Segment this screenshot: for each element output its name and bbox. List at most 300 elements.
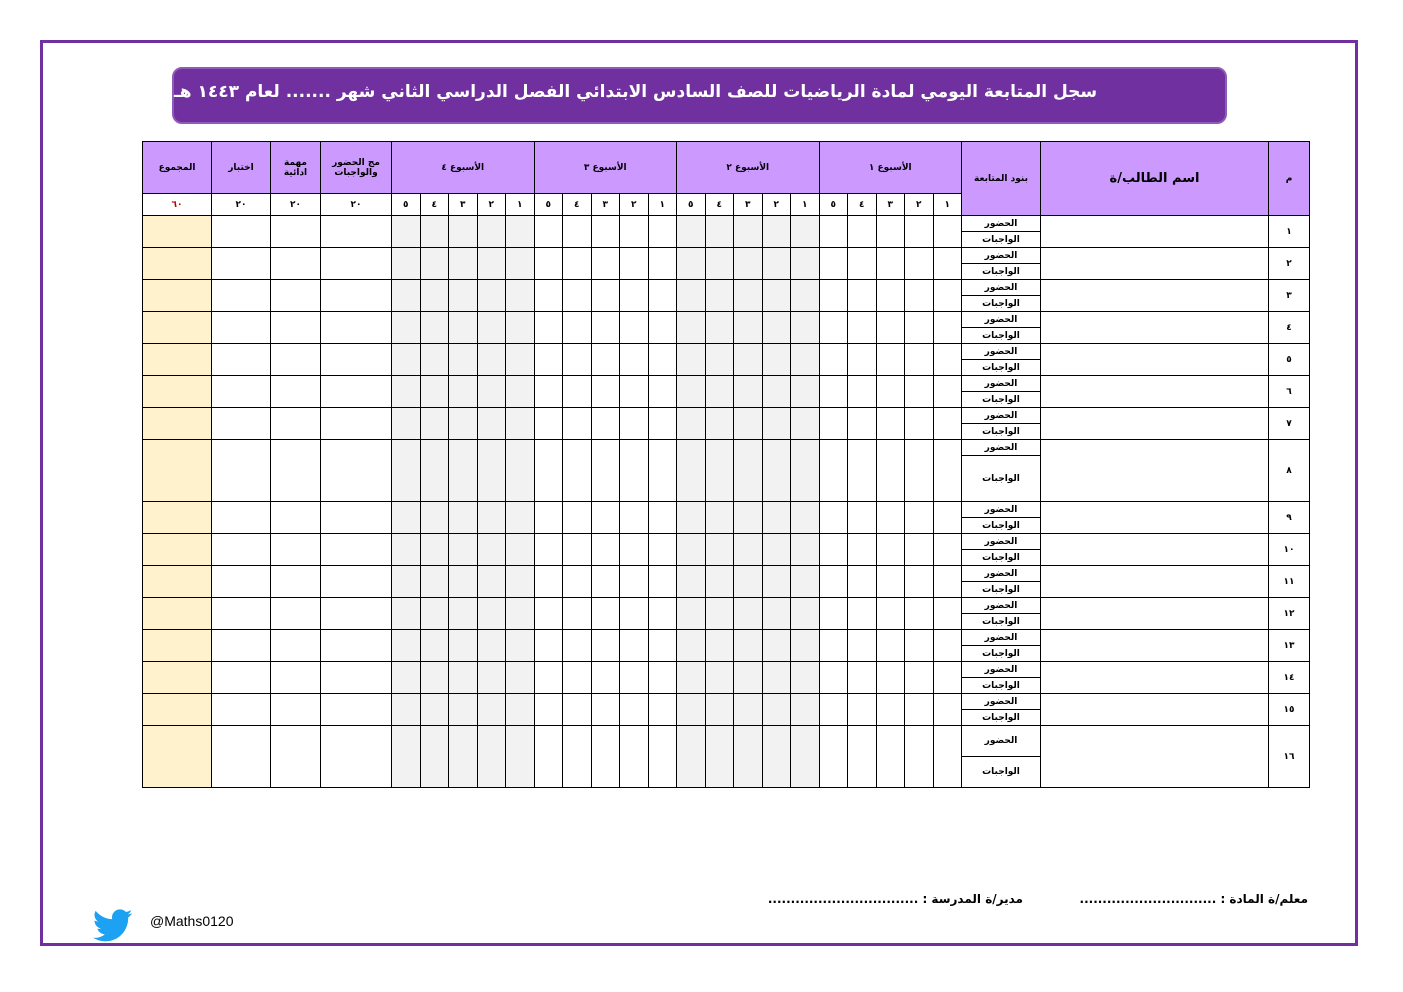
day-cell[interactable] <box>819 376 848 408</box>
day-cell[interactable] <box>477 248 506 280</box>
day-cell[interactable] <box>620 662 649 694</box>
student-name-cell[interactable] <box>1041 534 1269 566</box>
day-cell[interactable] <box>449 280 478 312</box>
day-cell[interactable] <box>848 726 877 788</box>
day-cell[interactable] <box>705 376 734 408</box>
day-cell[interactable] <box>905 248 934 280</box>
day-cell[interactable] <box>876 376 905 408</box>
attendance-total-cell[interactable] <box>321 344 392 376</box>
attendance-total-cell[interactable] <box>321 376 392 408</box>
exam-cell[interactable] <box>212 598 271 630</box>
task-cell[interactable] <box>271 630 321 662</box>
day-cell[interactable] <box>591 726 620 788</box>
day-cell[interactable] <box>819 566 848 598</box>
day-cell[interactable] <box>648 534 677 566</box>
day-cell[interactable] <box>705 662 734 694</box>
attendance-total-cell[interactable] <box>321 694 392 726</box>
day-cell[interactable] <box>791 662 820 694</box>
day-cell[interactable] <box>677 280 706 312</box>
day-cell[interactable] <box>420 216 449 248</box>
day-cell[interactable] <box>819 534 848 566</box>
day-cell[interactable] <box>876 566 905 598</box>
day-cell[interactable] <box>591 248 620 280</box>
day-cell[interactable] <box>477 566 506 598</box>
day-cell[interactable] <box>933 408 962 440</box>
day-cell[interactable] <box>762 598 791 630</box>
day-cell[interactable] <box>534 662 563 694</box>
task-cell[interactable] <box>271 566 321 598</box>
day-cell[interactable] <box>677 598 706 630</box>
day-cell[interactable] <box>791 630 820 662</box>
exam-cell[interactable] <box>212 726 271 788</box>
day-cell[interactable] <box>734 726 763 788</box>
day-cell[interactable] <box>819 280 848 312</box>
day-cell[interactable] <box>648 376 677 408</box>
day-cell[interactable] <box>848 408 877 440</box>
day-cell[interactable] <box>734 662 763 694</box>
day-cell[interactable] <box>905 502 934 534</box>
day-cell[interactable] <box>392 376 421 408</box>
day-cell[interactable] <box>819 408 848 440</box>
day-cell[interactable] <box>677 534 706 566</box>
task-cell[interactable] <box>271 312 321 344</box>
day-cell[interactable] <box>819 598 848 630</box>
day-cell[interactable] <box>506 566 535 598</box>
task-cell[interactable] <box>271 726 321 788</box>
day-cell[interactable] <box>420 440 449 502</box>
day-cell[interactable] <box>506 534 535 566</box>
task-cell[interactable] <box>271 344 321 376</box>
day-cell[interactable] <box>563 598 592 630</box>
day-cell[interactable] <box>534 502 563 534</box>
day-cell[interactable] <box>791 598 820 630</box>
day-cell[interactable] <box>420 344 449 376</box>
day-cell[interactable] <box>648 440 677 502</box>
day-cell[interactable] <box>848 662 877 694</box>
day-cell[interactable] <box>734 408 763 440</box>
day-cell[interactable] <box>848 280 877 312</box>
day-cell[interactable] <box>420 312 449 344</box>
day-cell[interactable] <box>477 534 506 566</box>
day-cell[interactable] <box>933 630 962 662</box>
day-cell[interactable] <box>819 248 848 280</box>
day-cell[interactable] <box>762 630 791 662</box>
day-cell[interactable] <box>534 280 563 312</box>
day-cell[interactable] <box>648 216 677 248</box>
total-cell[interactable] <box>143 598 212 630</box>
day-cell[interactable] <box>876 694 905 726</box>
day-cell[interactable] <box>620 502 649 534</box>
day-cell[interactable] <box>762 376 791 408</box>
exam-cell[interactable] <box>212 344 271 376</box>
task-cell[interactable] <box>271 376 321 408</box>
attendance-total-cell[interactable] <box>321 312 392 344</box>
student-name-cell[interactable] <box>1041 694 1269 726</box>
day-cell[interactable] <box>677 312 706 344</box>
day-cell[interactable] <box>876 502 905 534</box>
day-cell[interactable] <box>449 440 478 502</box>
total-cell[interactable] <box>143 376 212 408</box>
day-cell[interactable] <box>534 312 563 344</box>
day-cell[interactable] <box>420 694 449 726</box>
day-cell[interactable] <box>620 248 649 280</box>
day-cell[interactable] <box>506 440 535 502</box>
day-cell[interactable] <box>506 694 535 726</box>
day-cell[interactable] <box>392 566 421 598</box>
day-cell[interactable] <box>620 598 649 630</box>
day-cell[interactable] <box>563 694 592 726</box>
day-cell[interactable] <box>876 598 905 630</box>
day-cell[interactable] <box>591 566 620 598</box>
day-cell[interactable] <box>933 534 962 566</box>
day-cell[interactable] <box>420 502 449 534</box>
day-cell[interactable] <box>534 408 563 440</box>
day-cell[interactable] <box>905 312 934 344</box>
day-cell[interactable] <box>449 312 478 344</box>
attendance-total-cell[interactable] <box>321 502 392 534</box>
day-cell[interactable] <box>477 726 506 788</box>
day-cell[interactable] <box>591 694 620 726</box>
student-name-cell[interactable] <box>1041 440 1269 502</box>
day-cell[interactable] <box>506 408 535 440</box>
day-cell[interactable] <box>477 440 506 502</box>
day-cell[interactable] <box>905 566 934 598</box>
day-cell[interactable] <box>848 344 877 376</box>
day-cell[interactable] <box>905 726 934 788</box>
day-cell[interactable] <box>791 502 820 534</box>
day-cell[interactable] <box>477 408 506 440</box>
day-cell[interactable] <box>905 344 934 376</box>
day-cell[interactable] <box>677 344 706 376</box>
day-cell[interactable] <box>563 630 592 662</box>
day-cell[interactable] <box>905 630 934 662</box>
day-cell[interactable] <box>791 566 820 598</box>
day-cell[interactable] <box>477 598 506 630</box>
day-cell[interactable] <box>791 376 820 408</box>
day-cell[interactable] <box>848 534 877 566</box>
day-cell[interactable] <box>762 502 791 534</box>
day-cell[interactable] <box>534 726 563 788</box>
day-cell[interactable] <box>734 534 763 566</box>
day-cell[interactable] <box>392 440 421 502</box>
day-cell[interactable] <box>762 694 791 726</box>
day-cell[interactable] <box>762 440 791 502</box>
day-cell[interactable] <box>705 502 734 534</box>
day-cell[interactable] <box>563 408 592 440</box>
day-cell[interactable] <box>620 408 649 440</box>
day-cell[interactable] <box>392 662 421 694</box>
day-cell[interactable] <box>819 694 848 726</box>
day-cell[interactable] <box>933 598 962 630</box>
attendance-total-cell[interactable] <box>321 598 392 630</box>
total-cell[interactable] <box>143 566 212 598</box>
day-cell[interactable] <box>648 344 677 376</box>
student-name-cell[interactable] <box>1041 344 1269 376</box>
day-cell[interactable] <box>506 726 535 788</box>
day-cell[interactable] <box>506 502 535 534</box>
day-cell[interactable] <box>905 216 934 248</box>
day-cell[interactable] <box>734 502 763 534</box>
day-cell[interactable] <box>449 726 478 788</box>
day-cell[interactable] <box>933 502 962 534</box>
student-name-cell[interactable] <box>1041 598 1269 630</box>
day-cell[interactable] <box>819 216 848 248</box>
task-cell[interactable] <box>271 280 321 312</box>
day-cell[interactable] <box>905 534 934 566</box>
day-cell[interactable] <box>591 534 620 566</box>
day-cell[interactable] <box>876 312 905 344</box>
day-cell[interactable] <box>705 216 734 248</box>
day-cell[interactable] <box>705 344 734 376</box>
day-cell[interactable] <box>648 630 677 662</box>
total-cell[interactable] <box>143 502 212 534</box>
day-cell[interactable] <box>620 440 649 502</box>
student-name-cell[interactable] <box>1041 280 1269 312</box>
day-cell[interactable] <box>477 376 506 408</box>
day-cell[interactable] <box>506 216 535 248</box>
day-cell[interactable] <box>791 726 820 788</box>
day-cell[interactable] <box>591 376 620 408</box>
total-cell[interactable] <box>143 662 212 694</box>
day-cell[interactable] <box>848 566 877 598</box>
student-name-cell[interactable] <box>1041 502 1269 534</box>
day-cell[interactable] <box>620 630 649 662</box>
day-cell[interactable] <box>620 534 649 566</box>
day-cell[interactable] <box>449 216 478 248</box>
exam-cell[interactable] <box>212 376 271 408</box>
day-cell[interactable] <box>705 534 734 566</box>
day-cell[interactable] <box>848 598 877 630</box>
total-cell[interactable] <box>143 248 212 280</box>
day-cell[interactable] <box>762 566 791 598</box>
day-cell[interactable] <box>392 344 421 376</box>
attendance-total-cell[interactable] <box>321 534 392 566</box>
exam-cell[interactable] <box>212 662 271 694</box>
day-cell[interactable] <box>420 598 449 630</box>
day-cell[interactable] <box>819 344 848 376</box>
day-cell[interactable] <box>876 534 905 566</box>
day-cell[interactable] <box>563 534 592 566</box>
day-cell[interactable] <box>848 694 877 726</box>
day-cell[interactable] <box>677 376 706 408</box>
day-cell[interactable] <box>876 216 905 248</box>
day-cell[interactable] <box>677 694 706 726</box>
day-cell[interactable] <box>905 408 934 440</box>
total-cell[interactable] <box>143 440 212 502</box>
day-cell[interactable] <box>876 630 905 662</box>
day-cell[interactable] <box>677 408 706 440</box>
day-cell[interactable] <box>677 440 706 502</box>
day-cell[interactable] <box>905 440 934 502</box>
day-cell[interactable] <box>477 344 506 376</box>
day-cell[interactable] <box>734 248 763 280</box>
day-cell[interactable] <box>933 440 962 502</box>
day-cell[interactable] <box>762 534 791 566</box>
day-cell[interactable] <box>620 694 649 726</box>
day-cell[interactable] <box>563 726 592 788</box>
exam-cell[interactable] <box>212 566 271 598</box>
day-cell[interactable] <box>648 408 677 440</box>
day-cell[interactable] <box>762 280 791 312</box>
day-cell[interactable] <box>449 408 478 440</box>
day-cell[interactable] <box>933 248 962 280</box>
day-cell[interactable] <box>563 502 592 534</box>
day-cell[interactable] <box>534 376 563 408</box>
day-cell[interactable] <box>791 440 820 502</box>
day-cell[interactable] <box>506 598 535 630</box>
total-cell[interactable] <box>143 280 212 312</box>
day-cell[interactable] <box>677 726 706 788</box>
day-cell[interactable] <box>420 534 449 566</box>
day-cell[interactable] <box>534 598 563 630</box>
day-cell[interactable] <box>506 344 535 376</box>
day-cell[interactable] <box>392 502 421 534</box>
day-cell[interactable] <box>876 440 905 502</box>
day-cell[interactable] <box>506 376 535 408</box>
day-cell[interactable] <box>449 534 478 566</box>
day-cell[interactable] <box>534 440 563 502</box>
day-cell[interactable] <box>449 630 478 662</box>
day-cell[interactable] <box>620 726 649 788</box>
day-cell[interactable] <box>933 312 962 344</box>
exam-cell[interactable] <box>212 280 271 312</box>
task-cell[interactable] <box>271 248 321 280</box>
day-cell[interactable] <box>420 726 449 788</box>
day-cell[interactable] <box>563 440 592 502</box>
day-cell[interactable] <box>477 630 506 662</box>
day-cell[interactable] <box>762 408 791 440</box>
day-cell[interactable] <box>876 408 905 440</box>
day-cell[interactable] <box>677 566 706 598</box>
day-cell[interactable] <box>648 726 677 788</box>
day-cell[interactable] <box>449 344 478 376</box>
exam-cell[interactable] <box>212 534 271 566</box>
day-cell[interactable] <box>392 408 421 440</box>
day-cell[interactable] <box>762 344 791 376</box>
day-cell[interactable] <box>449 566 478 598</box>
attendance-total-cell[interactable] <box>321 630 392 662</box>
day-cell[interactable] <box>734 598 763 630</box>
day-cell[interactable] <box>591 598 620 630</box>
day-cell[interactable] <box>420 408 449 440</box>
attendance-total-cell[interactable] <box>321 408 392 440</box>
day-cell[interactable] <box>420 280 449 312</box>
total-cell[interactable] <box>143 726 212 788</box>
day-cell[interactable] <box>791 280 820 312</box>
day-cell[interactable] <box>677 662 706 694</box>
day-cell[interactable] <box>734 440 763 502</box>
exam-cell[interactable] <box>212 694 271 726</box>
day-cell[interactable] <box>791 408 820 440</box>
day-cell[interactable] <box>534 534 563 566</box>
day-cell[interactable] <box>848 630 877 662</box>
exam-cell[interactable] <box>212 408 271 440</box>
day-cell[interactable] <box>591 440 620 502</box>
day-cell[interactable] <box>648 248 677 280</box>
day-cell[interactable] <box>392 280 421 312</box>
exam-cell[interactable] <box>212 630 271 662</box>
task-cell[interactable] <box>271 534 321 566</box>
day-cell[interactable] <box>791 312 820 344</box>
day-cell[interactable] <box>506 662 535 694</box>
attendance-total-cell[interactable] <box>321 662 392 694</box>
day-cell[interactable] <box>392 248 421 280</box>
day-cell[interactable] <box>734 694 763 726</box>
day-cell[interactable] <box>933 344 962 376</box>
day-cell[interactable] <box>648 312 677 344</box>
day-cell[interactable] <box>506 280 535 312</box>
day-cell[interactable] <box>420 630 449 662</box>
task-cell[interactable] <box>271 440 321 502</box>
day-cell[interactable] <box>876 344 905 376</box>
day-cell[interactable] <box>705 312 734 344</box>
day-cell[interactable] <box>876 280 905 312</box>
student-name-cell[interactable] <box>1041 248 1269 280</box>
day-cell[interactable] <box>762 726 791 788</box>
day-cell[interactable] <box>734 312 763 344</box>
day-cell[interactable] <box>420 376 449 408</box>
task-cell[interactable] <box>271 694 321 726</box>
day-cell[interactable] <box>591 630 620 662</box>
attendance-total-cell[interactable] <box>321 726 392 788</box>
day-cell[interactable] <box>848 440 877 502</box>
total-cell[interactable] <box>143 694 212 726</box>
day-cell[interactable] <box>420 566 449 598</box>
student-name-cell[interactable] <box>1041 726 1269 788</box>
day-cell[interactable] <box>534 216 563 248</box>
day-cell[interactable] <box>905 376 934 408</box>
day-cell[interactable] <box>534 566 563 598</box>
day-cell[interactable] <box>705 598 734 630</box>
day-cell[interactable] <box>648 280 677 312</box>
day-cell[interactable] <box>933 280 962 312</box>
day-cell[interactable] <box>848 376 877 408</box>
day-cell[interactable] <box>762 216 791 248</box>
task-cell[interactable] <box>271 502 321 534</box>
student-name-cell[interactable] <box>1041 630 1269 662</box>
day-cell[interactable] <box>848 312 877 344</box>
day-cell[interactable] <box>705 694 734 726</box>
task-cell[interactable] <box>271 216 321 248</box>
day-cell[interactable] <box>933 216 962 248</box>
day-cell[interactable] <box>677 630 706 662</box>
exam-cell[interactable] <box>212 248 271 280</box>
total-cell[interactable] <box>143 344 212 376</box>
day-cell[interactable] <box>791 344 820 376</box>
day-cell[interactable] <box>620 216 649 248</box>
day-cell[interactable] <box>819 662 848 694</box>
total-cell[interactable] <box>143 312 212 344</box>
task-cell[interactable] <box>271 408 321 440</box>
day-cell[interactable] <box>819 502 848 534</box>
day-cell[interactable] <box>905 598 934 630</box>
day-cell[interactable] <box>876 662 905 694</box>
day-cell[interactable] <box>591 502 620 534</box>
day-cell[interactable] <box>705 630 734 662</box>
exam-cell[interactable] <box>212 312 271 344</box>
day-cell[interactable] <box>933 726 962 788</box>
day-cell[interactable] <box>734 630 763 662</box>
day-cell[interactable] <box>563 344 592 376</box>
day-cell[interactable] <box>477 280 506 312</box>
day-cell[interactable] <box>648 502 677 534</box>
day-cell[interactable] <box>648 598 677 630</box>
student-name-cell[interactable] <box>1041 408 1269 440</box>
day-cell[interactable] <box>791 248 820 280</box>
exam-cell[interactable] <box>212 216 271 248</box>
day-cell[interactable] <box>620 376 649 408</box>
day-cell[interactable] <box>648 566 677 598</box>
